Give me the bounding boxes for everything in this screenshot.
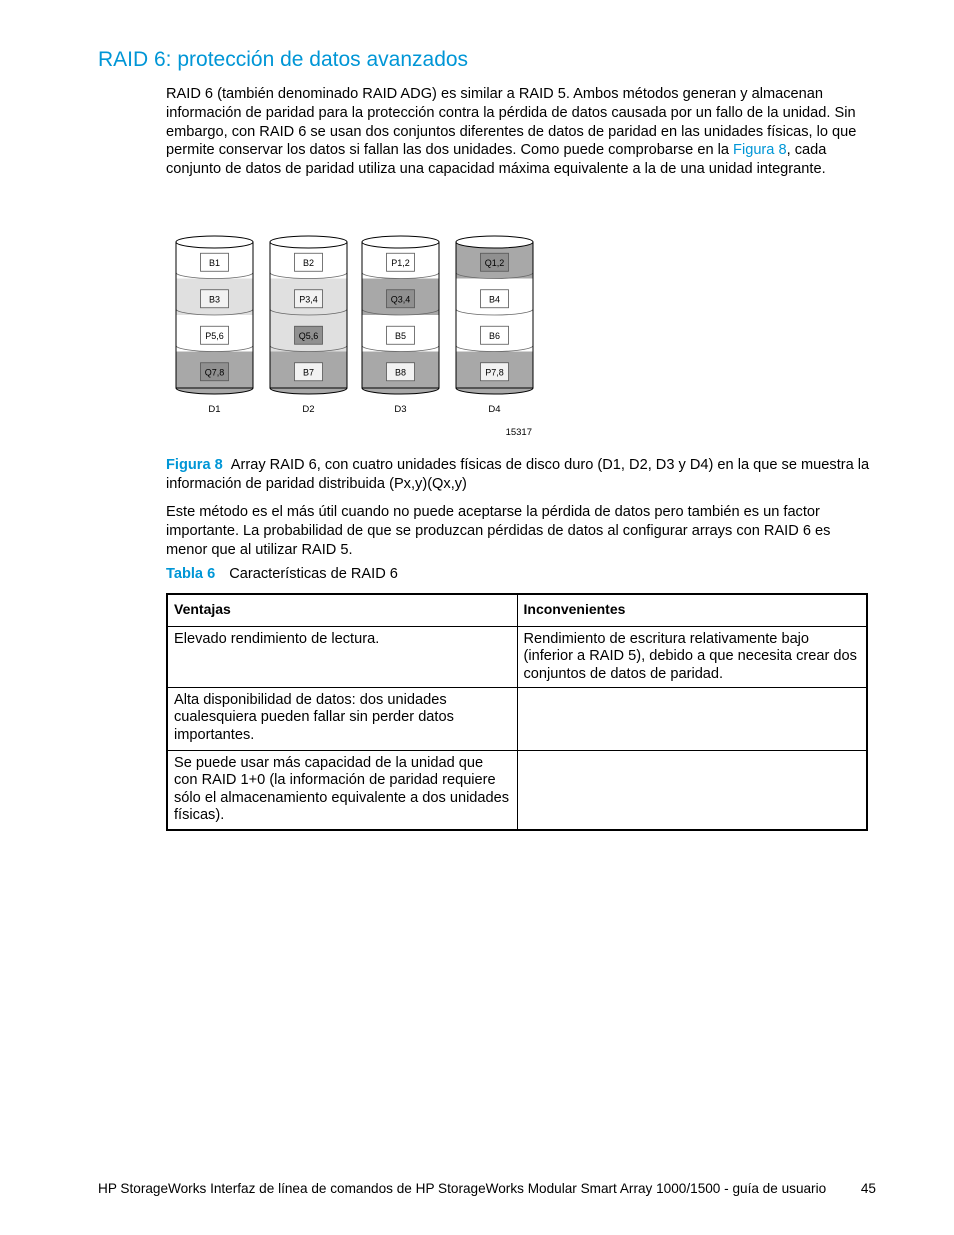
block-label: P7,8 [485, 367, 504, 378]
drive-label: D1 [208, 404, 221, 415]
drive-base [176, 388, 253, 394]
block-label: B5 [394, 330, 407, 341]
figure-link[interactable]: Figura 8 [733, 142, 787, 159]
figure-caption-text: Array RAID 6, con cuatro unidades físicas de disco duro (D1, D2, D3 y D4) en la que se muestra la información de paridad distribuida (Px,y)(Qx,y) [166, 457, 870, 492]
table-row [167, 627, 867, 688]
drive-label: D2 [302, 404, 315, 415]
drive-top [362, 236, 439, 248]
figure-caption [166, 456, 876, 494]
section-heading: RAID 6: protección de datos avanzados [98, 48, 469, 71]
drive-d2 [270, 236, 347, 415]
page-footer [98, 1181, 876, 1196]
intro-text-2: , cada conjunto de datos de paridad utiliza una capacidad máxima equivalente a la de una unidad integrante. [166, 142, 827, 178]
header-disadvantages: Inconvenientes [517, 594, 867, 627]
block-label: B6 [488, 330, 501, 341]
drive-d3 [362, 236, 439, 415]
drive-d1 [176, 236, 253, 415]
body-paragraph: Este método es el más útil cuando no puede aceptarse la pérdida de datos pero también es un factor importante. La probabilidad de que se produzcan pérdidas de datos al configurar arrays con RAID 6 es menor que al utilizar RAID 5. [166, 504, 831, 558]
drive-base [362, 388, 439, 394]
block-label: P5,6 [205, 330, 224, 341]
drive-base [456, 388, 533, 394]
block-label: P1,2 [391, 257, 410, 268]
table-row [167, 751, 867, 831]
block-label: Q7,8 [204, 367, 225, 378]
table-caption [166, 565, 876, 584]
table-caption-label: Tabla 6 [166, 566, 216, 582]
table-cell: Rendimiento de escritura relativamente bajo (inferior a RAID 5), debido a que necesita crear dos conjuntos de datos de paridad. [517, 627, 867, 688]
drive-d4 [456, 236, 533, 415]
header-advantages: Ventajas [167, 594, 517, 627]
drive-base [270, 388, 347, 394]
drive-top [176, 236, 253, 248]
drive-label: D4 [488, 404, 501, 415]
block-label: Q5,6 [298, 330, 319, 341]
table-cell: Alta disponibilidad de datos: dos unidades cualesquiera pueden fallar sin perder datos importantes. [167, 688, 517, 751]
block-label: B8 [394, 367, 407, 378]
table-cell [517, 751, 867, 831]
block-label: Q3,4 [390, 294, 411, 305]
drive-top [270, 236, 347, 248]
intro-text-1: RAID 6 (también denominado RAID ADG) es similar a RAID 5. Ambos métodos generan y almacenan información de paridad para la protección contra la pérdida de datos causada por un fallo de la unidad. Sin embargo, con RAID 6 se usan dos conjuntos diferentes de datos de paridad en las unidades físicas, lo que permite conservar los datos si fallan las dos unidades. Como puede comprobarse en la [166, 86, 857, 159]
block-label: B4 [488, 294, 501, 305]
footer-title: HP StorageWorks Interfaz de línea de comandos de HP StorageWorks Modular Smart Array 1000/1500 - guía de usuario [98, 1181, 827, 1196]
block-label: B7 [302, 367, 315, 378]
table-caption-text: Características de RAID 6 [229, 566, 398, 582]
table-cell [517, 688, 867, 751]
figure-caption-label: Figura 8 [166, 457, 223, 473]
raid6-diagram [168, 230, 548, 440]
drive-top [456, 236, 533, 248]
figure-id: 15317 [505, 427, 532, 438]
block-label: Q1,2 [484, 257, 505, 268]
table-header-row [167, 594, 867, 627]
raid6-characteristics-table [166, 593, 868, 831]
block-label: P3,4 [299, 294, 318, 305]
block-label: B3 [208, 294, 221, 305]
intro-paragraph [166, 85, 874, 179]
table-cell: Elevado rendimiento de lectura. [167, 627, 517, 688]
block-label: B1 [208, 257, 221, 268]
table-cell: Se puede usar más capacidad de la unidad que con RAID 1+0 (la información de paridad requiere sólo el almacenamiento equivalente a dos unidades físicas). [167, 751, 517, 831]
block-label: B2 [302, 257, 315, 268]
table-row [167, 688, 867, 751]
page-number: 45 [860, 1181, 876, 1196]
drive-label: D3 [394, 404, 407, 415]
